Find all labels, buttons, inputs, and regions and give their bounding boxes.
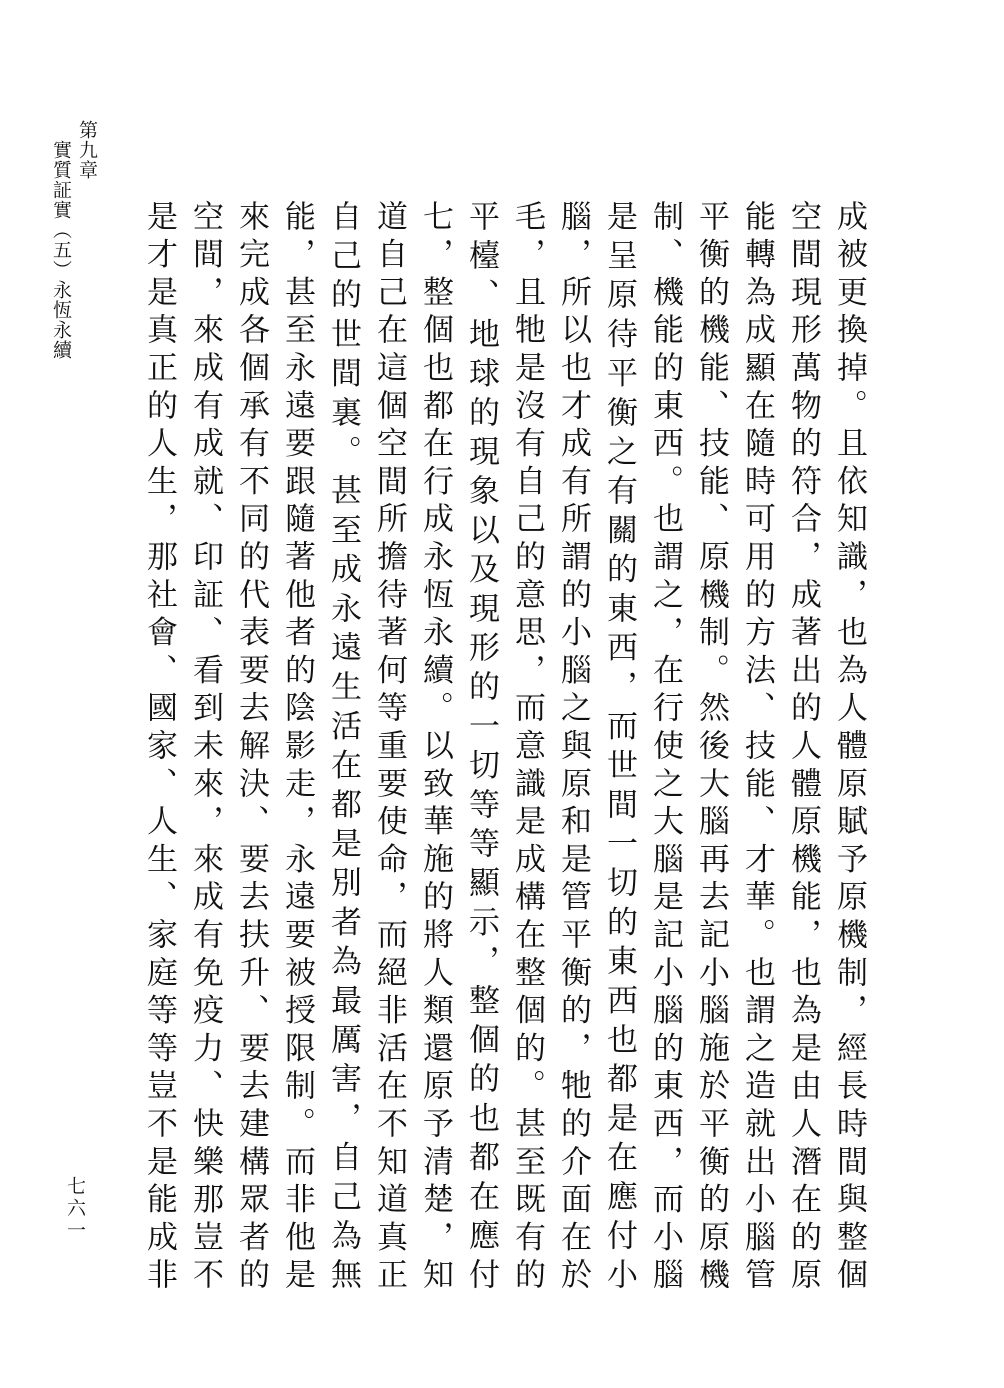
paragraph-text: 成被更換掉。且依知識，也為人體原賦予原機制，經長時間與整個空間現形萬物的符合，成著出的人體原機能，也為是由人潛在的原能轉為成顯在隨時可用的方法、技能、才華。也謂之造就出小腦管平衡的機能、技能、原機制。然後大腦再去記小腦施於平衡的原機制、機能的東西。也謂之，在行使之大腦是記小腦的東西，而小腦是呈原待平衡之有關的東西，而世間一切的東西也都是在應付小腦，所以也才成有所謂的小腦之與原和是管平衡的，牠的介面在於毛，且牠是沒有自己的意思，而意識是成構在整個的。甚至既有的平檯、地球的現象以及現形的一切等等顯示，整個的也都在應付七，整個也都在行成永恆永續。以致華施的將人類還原予清楚，知道自己在這個空間所擔待著何等重要使命，而絕非活在不知道真正自己的世間裏。甚至成永遠生活在都是別者為最厲害，自己為無能，甚至永遠要跟隨著他者的陰影走，永遠要被授限制。而非他是來完成各個承有不同的代表要去解決、要去扶升、要去建構眾者的空間，來成有成就、印証、看到未來，來成有免疫力、快樂那豈不是才是真正的人生，那社會、國家、人生、家庭等等豈不是能成非 — [141, 200, 867, 1295]
chapter-label: 第九章 — [76, 120, 98, 180]
page-number: 七六一 — [64, 1176, 86, 1242]
body-text — [132, 200, 872, 1295]
body-paragraph — [132, 200, 872, 1295]
section-title: 實質証實（五）永恆永續 — [50, 140, 72, 360]
running-header — [50, 120, 100, 1270]
